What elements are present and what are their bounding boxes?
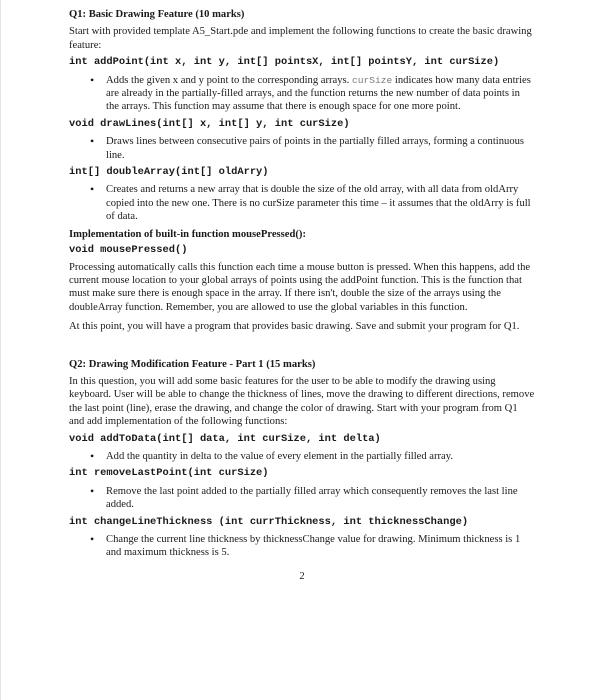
mouse-pressed-paragraph: Processing automatically calls this function each time a mouse button is pressed. When this happens, add the current mouse location to your global arrays of points using the addPoint function. This is the function that must make sure there is enough space in the array. If there isn't, double the size of the arrays using the doubleArray function. Remember, you are allowed to use the global variables in this function. [69, 261, 531, 313]
page-number: 2 [299, 570, 305, 582]
add-point-text-before: Adds the given x and y point to the corresponding arrays. [106, 74, 352, 86]
remove-last-point-description: • Remove the last point added to the partially filled array which consequently removes the last line added. [69, 485, 535, 512]
q1-intro: Start with provided template A5_Start.pde and implement the following functions to create the basic drawing feature: [69, 26, 532, 51]
mouse-pressed-signature: void mousePressed() [69, 244, 188, 257]
double-array-description: • Creates and returns a new array that is double the size of the old array, with all data from oldArry copied into the new one. There is no curSize parameter this time – it assumes that the oldArry is full of data. [69, 183, 535, 223]
add-point-signature: int addPoint(int x, int y, int[] pointsX, int[] pointsY, int curSize) [69, 56, 500, 69]
cursize-code: curSize [351, 74, 393, 86]
add-to-data-description: • Add the quantity in delta to the value of every element in the partially filled array. [69, 450, 535, 463]
add-point-description [69, 74, 535, 114]
change-thickness-description: • Change the current line thickness by thicknessChange value for drawing. Minimum thickness is 1 and maximum thickness is 5. [69, 533, 535, 560]
q1-heading: Q1: Basic Drawing Feature (10 marks) [69, 9, 245, 20]
double-array-signature: int[] doubleArray(int[] oldArry) [69, 166, 269, 179]
q2-intro: In this question, you will add some basic features for the user to be able to modify the drawing using keyboard. User will be able to change the thickness of lines, move the drawing to different directions, remove the last point (line), erase the drawing, and change the color of drawing. Start with your program from Q1 and add implementation of the following functions: [69, 375, 535, 428]
double-array-bullets [69, 183, 535, 223]
add-point-text-after: indicates how many data entries are already in the partially-filled arrays, and the function returns the new number of data points in the arrays. This function may assume that there is enough space for one more point. [106, 74, 531, 113]
change-thickness-bullets [69, 533, 535, 560]
remove-last-point-bullets [69, 485, 535, 512]
draw-lines-signature: void drawLines(int[] x, int[] y, int curSize) [69, 117, 350, 130]
q1-closing: At this point, you will have a program that provides basic drawing. Save and submit your program for Q1. [69, 321, 520, 333]
add-point-bullets [69, 74, 535, 114]
add-to-data-signature: void addToData(int[] data, int curSize, int delta) [69, 432, 381, 445]
q2-heading: Q2: Drawing Modification Feature - Part 1 (15 marks) [69, 358, 316, 370]
remove-last-point-signature: int removeLastPoint(int curSize) [69, 467, 269, 480]
change-thickness-signature: int changeLineThickness (int currThickness, int thicknessChange) [69, 515, 469, 528]
builtin-heading: Implementation of built-in function mousePressed(): [69, 228, 306, 240]
draw-lines-bullets [69, 135, 535, 162]
add-to-data-bullets [69, 450, 535, 463]
draw-lines-description: • Draws lines between consecutive pairs of points in the partially filled arrays, forming a continuous line. [69, 135, 535, 162]
